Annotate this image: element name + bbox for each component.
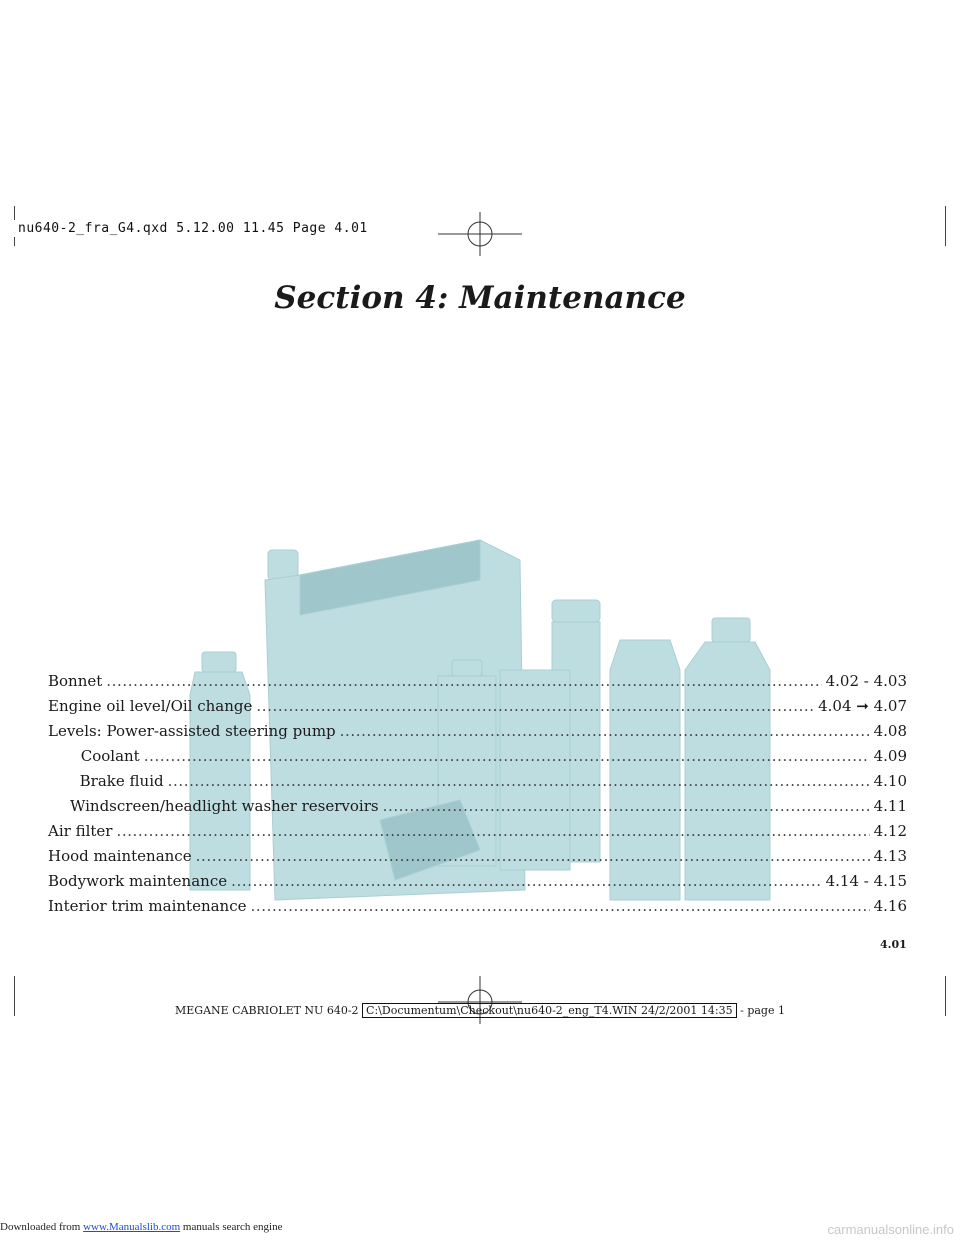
toc-label: Hood maintenance: [48, 847, 192, 865]
toc-label: Levels: Power-assisted steering pump: [48, 722, 336, 740]
toc-row: [48, 897, 907, 922]
toc-page-ref: 4.04 ➞ 4.07: [818, 697, 907, 715]
toc-row: [48, 672, 907, 697]
page-number: 4.01: [880, 938, 907, 951]
toc-label: Interior trim maintenance: [48, 897, 247, 915]
print-footer: [0, 1004, 960, 1017]
toc-page-ref: 4.14 - 4.15: [825, 872, 907, 890]
toc-row: [48, 872, 907, 897]
toc-label: Coolant: [80, 747, 140, 765]
toc-row: [48, 847, 907, 872]
file-slug: nu640-2_fra_G4.qxd 5.12.00 11.45 Page 4.01: [14, 220, 372, 237]
toc-leader-dots: [251, 897, 870, 915]
toc-leader-dots: [383, 797, 870, 815]
toc-page-ref: 4.10: [873, 772, 907, 790]
footer-file-path: C:\Documentum\Checkout\nu640-2_eng_T4.WIN 24/2/2001 14:35: [362, 1003, 737, 1018]
registration-mark-top-icon: [438, 212, 522, 256]
toc-leader-dots: [168, 772, 870, 790]
toc-leader-dots: [256, 697, 814, 715]
toc-page-ref: 4.08: [873, 722, 907, 740]
banner-prefix: Downloaded from: [0, 1221, 84, 1233]
toc-label: Windscreen/headlight washer reservoirs: [69, 797, 379, 815]
toc-leader-dots: [196, 847, 870, 865]
toc-label: Bodywork maintenance: [48, 872, 228, 890]
toc-leader-dots: [144, 747, 870, 765]
toc-page-ref: 4.13: [873, 847, 907, 865]
toc-label: Engine oil level/Oil change: [48, 697, 253, 715]
toc-page-ref: 4.16: [873, 897, 907, 915]
download-banner: [0, 1221, 282, 1233]
toc-label: Bonnet: [48, 672, 103, 690]
banner-suffix: manuals search engine: [180, 1221, 283, 1233]
toc-leader-dots: [106, 672, 821, 690]
toc-page-ref: 4.11: [873, 797, 907, 815]
table-of-contents: [48, 672, 907, 922]
toc-row: [48, 697, 907, 722]
toc-row: [48, 797, 907, 822]
watermark: carmanualsonline.info: [827, 1222, 954, 1237]
toc-row: [48, 747, 907, 772]
toc-leader-dots: [340, 722, 870, 740]
manualslib-link[interactable]: www.Manualslib.com: [83, 1221, 181, 1233]
footer-suffix: - page 1: [736, 1004, 785, 1017]
toc-row: [48, 722, 907, 747]
crop-mark-right-top: [945, 206, 946, 246]
page-title: Section 4: Maintenance: [274, 280, 686, 316]
toc-leader-dots: [116, 822, 869, 840]
toc-label: Air filter: [48, 822, 113, 840]
toc-row: [48, 822, 907, 847]
toc-leader-dots: [231, 872, 821, 890]
toc-row: [48, 772, 907, 797]
toc-page-ref: 4.02 - 4.03: [825, 672, 907, 690]
footer-prefix: MEGANE CABRIOLET NU 640-2: [175, 1004, 363, 1017]
toc-label: Brake fluid: [79, 772, 164, 790]
toc-page-ref: 4.12: [873, 822, 907, 840]
toc-page-ref: 4.09: [873, 747, 907, 765]
